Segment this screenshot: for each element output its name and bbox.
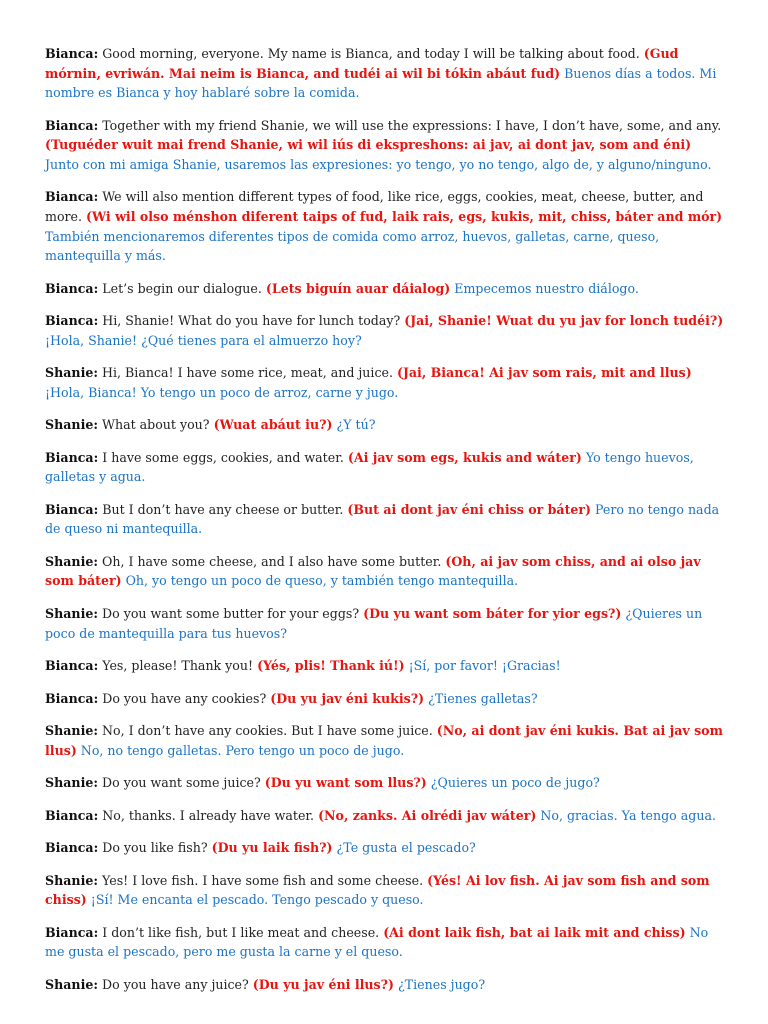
- phonetic-text: (Wi wil olso ménshon diferent taips of fud, laik rais, egs, kukis, mit, chiss, báter and mór): [86, 208, 723, 224]
- dialogue-line: [45, 311, 728, 350]
- dialogue-line: [45, 363, 728, 402]
- spanish-text: ¡Hola, Shanie! ¿Qué tienes para el almuerzo hoy?: [45, 332, 362, 348]
- spanish-text: ¿Y tú?: [336, 417, 376, 433]
- english-text: Together with my friend Shanie, we will use the expressions: I have, I don’t have, some, and any.: [102, 117, 722, 133]
- english-text: Do you have any cookies?: [102, 690, 267, 706]
- english-text: No, thanks. I already have water.: [102, 807, 315, 823]
- speaker-name: Bianca:: [45, 501, 99, 517]
- spanish-text: Pero no tengo nada de queso ni mantequilla.: [45, 501, 720, 537]
- speaker-name: Bianca:: [45, 117, 99, 133]
- phonetic-text: (Du yu want som báter for yior egs?): [363, 605, 622, 621]
- spanish-text: Junto con mi amiga Shanie, usaremos las expresiones: yo tengo, yo no tengo, algo de, y alguno/ninguno.: [45, 156, 712, 172]
- speaker-name: Bianca:: [45, 313, 99, 329]
- english-text: Yes! I love fish. I have some fish and some cheese.: [102, 872, 424, 888]
- english-text: Let’s begin our dialogue.: [102, 280, 262, 296]
- english-text: Oh, I have some cheese, and I also have some butter.: [102, 553, 442, 569]
- phonetic-text: (Jai, Shanie! Wuat du yu jav for lonch tudéi?): [404, 313, 724, 329]
- english-text: Hi, Bianca! I have some rice, meat, and juice.: [102, 365, 393, 381]
- dialogue-line: [45, 923, 728, 962]
- dialogue-line: [45, 44, 728, 103]
- dialogue-line: [45, 806, 728, 826]
- dialogue-line: [45, 656, 728, 676]
- speaker-name: Shanie:: [45, 872, 99, 888]
- english-text: Do you like fish?: [102, 840, 208, 856]
- phonetic-text: (Yés! Ai lov fish. Ai jav som fish and som chiss): [45, 872, 710, 908]
- phonetic-text: (Du yu jav éni kukis?): [270, 690, 425, 706]
- phonetic-text: (Du yu jav éni llus?): [252, 976, 394, 992]
- phonetic-text: (No, ai dont jav éni kukis. Bat ai jav som llus): [45, 723, 723, 758]
- speaker-name: Shanie:: [45, 417, 99, 433]
- speaker-name: Bianca:: [45, 840, 99, 856]
- speaker-name: Shanie:: [45, 553, 99, 569]
- dialogue-line: [45, 773, 728, 793]
- phonetic-text: (Wuat abáut iu?): [213, 417, 333, 433]
- spanish-text: Yo tengo huevos, galletas y agua.: [45, 449, 694, 485]
- dialogue-line: [45, 415, 728, 435]
- speaker-name: Shanie:: [45, 365, 99, 381]
- dialogue-line: [45, 721, 728, 760]
- dialogue-line: [45, 975, 728, 995]
- spanish-text: ¿Tienes galletas?: [428, 690, 538, 706]
- dialogue-line: [45, 116, 728, 175]
- spanish-text: ¡Sí! Me encanta el pescado. Tengo pescado y queso.: [90, 892, 424, 908]
- dialogue-line: [45, 448, 728, 487]
- speaker-name: Shanie:: [45, 976, 99, 992]
- speaker-name: Bianca:: [45, 924, 99, 940]
- phonetic-text: (Du yu want som llus?): [264, 775, 427, 791]
- phonetic-text: (But ai dont jav éni chiss or báter): [347, 501, 591, 517]
- spanish-text: No me gusta el pescado, pero me gusta la carne y el queso.: [45, 924, 709, 960]
- dialogue-line: [45, 500, 728, 539]
- phonetic-text: (No, zanks. Ai olrédi jav wáter): [318, 807, 537, 823]
- spanish-text: También mencionaremos diferentes tipos de comida como arroz, huevos, galletas, carne, queso, mantequilla y más.: [45, 228, 660, 264]
- dialogue-line: [45, 689, 728, 709]
- spanish-text: Buenos días a todos. Mi nombre es Bianca y hoy hablaré sobre la comida.: [45, 65, 717, 101]
- spanish-text: ¿Tienes jugo?: [398, 976, 486, 992]
- spanish-text: ¿Quieres un poco de mantequilla para tus huevos?: [45, 605, 703, 641]
- phonetic-text: (Jai, Bianca! Ai jav som rais, mit and llus): [396, 365, 692, 381]
- speaker-name: Shanie:: [45, 605, 99, 621]
- speaker-name: Bianca:: [45, 658, 99, 674]
- english-text: Do you want some juice?: [102, 775, 261, 791]
- spanish-text: No, no tengo galletas. Pero tengo un poco de jugo.: [80, 742, 405, 758]
- spanish-text: ¡Hola, Bianca! Yo tengo un poco de arroz, carne y jugo.: [45, 384, 399, 400]
- dialogue-line: [45, 552, 728, 591]
- phonetic-text: (Ai dont laik fish, bat ai laik mit and chiss): [383, 924, 686, 940]
- dialogue-line: [45, 279, 728, 299]
- phonetic-text: (Lets biguín auar dáialog): [265, 280, 451, 296]
- english-text: We will also mention different types of food, like rice, eggs, cookies, meat, cheese, butter, and more.: [45, 189, 704, 224]
- phonetic-text: (Ai jav som egs, kukis and wáter): [347, 449, 582, 465]
- spanish-text: ¡Sí, por favor! ¡Gracias!: [408, 658, 561, 674]
- english-text: Yes, please! Thank you!: [102, 658, 254, 674]
- dialogue-line: [45, 187, 728, 265]
- english-text: Good morning, everyone. My name is Bianca, and today I will be talking about food.: [102, 46, 640, 61]
- speaker-name: Bianca:: [45, 807, 99, 823]
- speaker-name: Shanie:: [45, 775, 99, 791]
- dialogue-line: [45, 838, 728, 858]
- english-text: No, I don’t have any cookies. But I have some juice.: [102, 723, 433, 739]
- dialogue-line: [45, 871, 728, 910]
- speaker-name: Bianca:: [45, 690, 99, 706]
- speaker-name: Bianca:: [45, 449, 99, 465]
- phonetic-text: (Gud mórnin, evriwán. Mai neim is Bianca, and tudéi ai wil bi tókin abáut fud): [45, 46, 679, 81]
- english-text: Do you want some butter for your eggs?: [102, 605, 360, 621]
- english-text: But I don’t have any cheese or butter.: [102, 501, 344, 517]
- speaker-name: Bianca:: [45, 189, 99, 205]
- english-text: I have some eggs, cookies, and water.: [102, 449, 344, 465]
- speaker-name: Bianca:: [45, 280, 99, 296]
- speaker-name: Bianca:: [45, 46, 99, 61]
- english-text: Do you have any juice?: [102, 976, 249, 992]
- spanish-text: Oh, yo tengo un poco de queso, y también tengo mantequilla.: [125, 573, 519, 589]
- phonetic-text: (Yés, plis! Thank iú!): [257, 658, 405, 674]
- spanish-text: No, gracias. Ya tengo agua.: [540, 807, 716, 823]
- spanish-text: ¿Te gusta el pescado?: [336, 840, 476, 856]
- dialogue-line: [45, 604, 728, 643]
- speaker-name: Shanie:: [45, 723, 99, 739]
- english-text: What about you?: [102, 417, 210, 433]
- english-text: I don’t like fish, but I like meat and cheese.: [102, 924, 380, 940]
- spanish-text: ¿Quieres un poco de jugo?: [430, 775, 600, 791]
- phonetic-text: (Du yu laik fish?): [211, 840, 333, 856]
- phonetic-text: (Oh, ai jav som chiss, and ai olso jav som báter): [45, 553, 701, 589]
- spanish-text: Empecemos nuestro diálogo.: [454, 280, 639, 296]
- english-text: Hi, Shanie! What do you have for lunch today?: [102, 313, 401, 329]
- phonetic-text: (Tuguéder wuit mai frend Shanie, wi wil iús di ekspreshons: ai jav, ai dont jav, som and éni): [45, 137, 692, 153]
